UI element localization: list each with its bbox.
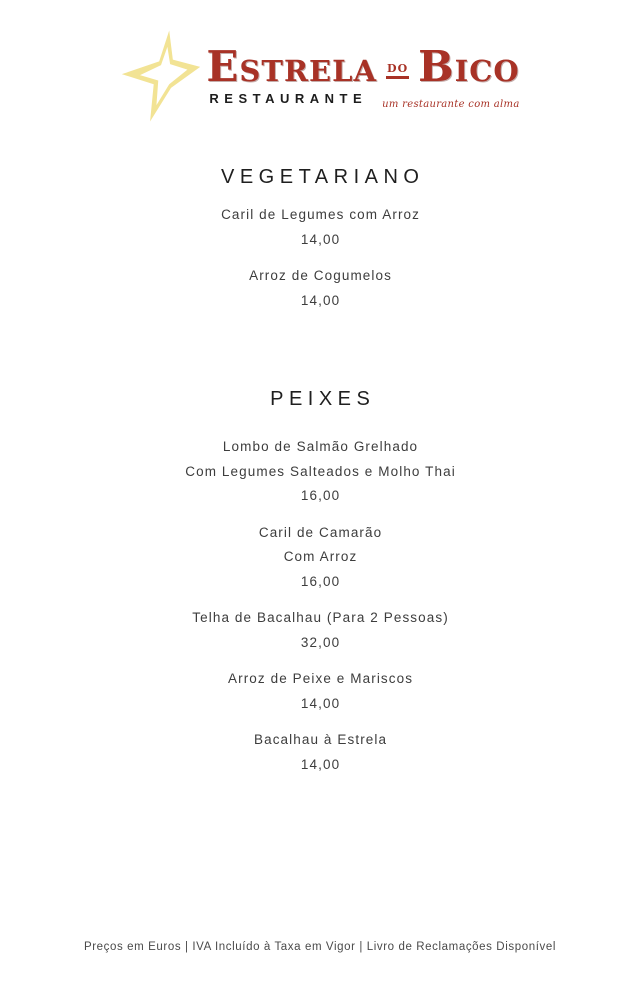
dish-name: Caril de Camarão xyxy=(258,524,383,540)
dish-name: Com Arroz xyxy=(283,549,358,564)
dish-name: Telha de Bacalhau (Para 2 Pessoas) xyxy=(192,610,449,625)
restaurant-logo xyxy=(0,28,640,124)
section-title: PEIXES xyxy=(270,388,376,410)
dish-price: 14,00 xyxy=(300,695,341,711)
menu-item xyxy=(0,606,640,655)
section-items xyxy=(0,435,640,777)
menu-item xyxy=(0,435,640,509)
dish-price: 14,00 xyxy=(300,231,341,247)
dish-name: Lombo de Salmão Grelhado xyxy=(222,439,419,454)
section-title: VEGETARIANO xyxy=(221,166,425,188)
menu-item xyxy=(0,203,640,252)
menu-item xyxy=(0,264,640,313)
dish-price: 32,00 xyxy=(300,634,341,650)
logo-tagline: um restaurante com alma xyxy=(382,99,520,110)
menu-item xyxy=(0,521,640,595)
dish-name: Arroz de Cogumelos xyxy=(249,268,392,283)
brand-name xyxy=(206,42,520,91)
star-icon xyxy=(120,28,202,124)
footer-note: Preços em Euros | IVA Incluído à Taxa em Vigor | Livro de Reclamações Disponível xyxy=(83,941,556,953)
menu-item xyxy=(0,667,640,716)
dish-name: Bacalhau à Estrela xyxy=(253,732,388,747)
menu-item xyxy=(0,728,640,777)
brand-word-bico: Bico xyxy=(418,42,520,91)
brand-word-do: do xyxy=(386,59,409,79)
logo-wordmark xyxy=(206,42,520,110)
dish-name: Arroz de Peixe e Mariscos xyxy=(228,671,414,686)
menu-section-vegetariano xyxy=(0,163,640,313)
logo-subtitle-row xyxy=(206,91,520,110)
dish-name: Caril de Legumes com Arroz xyxy=(221,207,420,222)
brand-word-estrela: Estrela xyxy=(206,42,378,91)
dish-price: 14,00 xyxy=(300,756,341,772)
dish-price: 16,00 xyxy=(300,488,341,503)
dish-name: Com Legumes Salteados e Molho Thai xyxy=(185,463,456,479)
menu xyxy=(0,163,640,789)
section-items xyxy=(0,203,640,313)
logo-subtitle: RESTAURANTE xyxy=(209,91,368,106)
menu-section-peixes xyxy=(0,385,640,777)
dish-price: 14,00 xyxy=(300,292,341,308)
dish-price: 16,00 xyxy=(300,573,341,589)
